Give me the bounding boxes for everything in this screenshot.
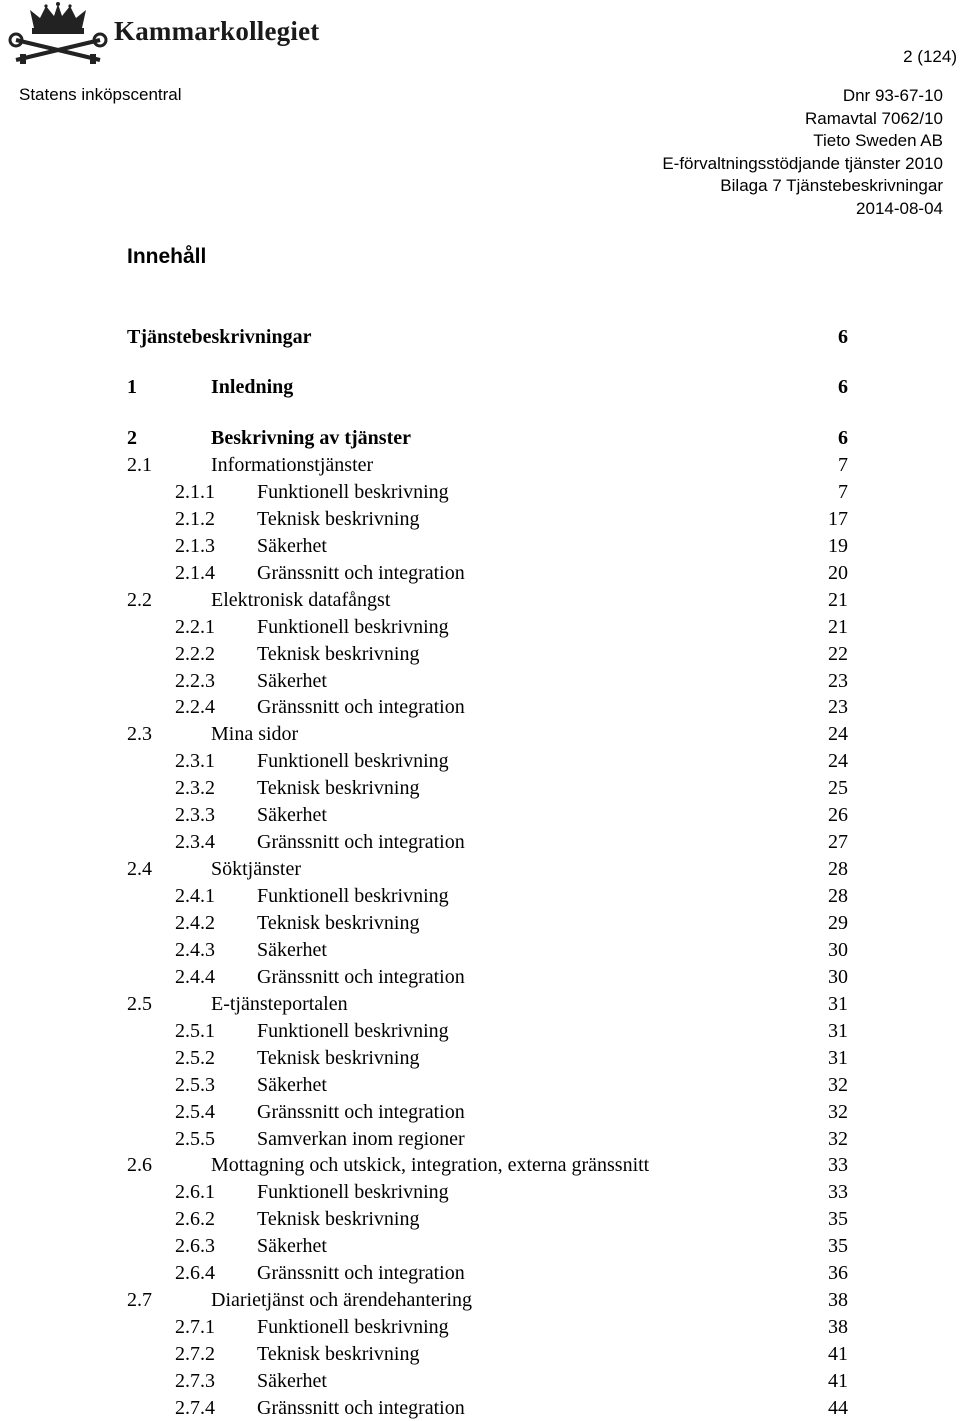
toc-entry-title: Gränssnitt och integration — [257, 1262, 465, 1285]
toc-entry[interactable] — [0, 1368, 960, 1394]
toc-entry-page: 28 — [828, 885, 848, 908]
toc-entry-page: 6 — [838, 326, 848, 348]
toc-entry-number: 2.3.2 — [175, 777, 215, 800]
toc-entry-page: 23 — [828, 669, 848, 692]
toc-entry-title: Funktionell beskrivning — [257, 1019, 449, 1042]
toc-entry-number: 2.5 — [127, 992, 152, 1015]
toc-entry-title: Samverkan inom regioner — [257, 1127, 465, 1150]
toc-entry-number: 2.4.3 — [175, 938, 215, 961]
toc-entry-number: 2.5.3 — [175, 1073, 215, 1096]
toc-entry[interactable] — [0, 425, 960, 451]
toc-entry-title: Gränssnitt och integration — [257, 561, 465, 584]
toc-entry-page: 38 — [828, 1316, 848, 1339]
toc-entry-title: Teknisk beskrivning — [257, 507, 420, 530]
toc-entry-title: Säkerhet — [257, 669, 327, 692]
toc-entry-number: 2 — [127, 427, 137, 449]
toc-entry-title: E-tjänsteportalen — [211, 992, 348, 1015]
toc-entry-number: 2.1.2 — [175, 507, 215, 530]
toc-entry[interactable] — [0, 1395, 960, 1421]
toc-entry-page: 27 — [828, 831, 848, 854]
toc-entry-page: 33 — [828, 1154, 848, 1177]
toc-entry-number: 2.2 — [127, 588, 152, 611]
toc-entry-title: Gränssnitt och integration — [257, 1100, 465, 1123]
toc-entry[interactable] — [0, 721, 960, 747]
toc-entry-title: Gränssnitt och integration — [257, 965, 465, 988]
toc-entry-page: 7 — [838, 480, 848, 503]
toc-entry-title: Teknisk beskrivning — [257, 1208, 420, 1231]
toc-entry-title: Funktionell beskrivning — [257, 1316, 449, 1339]
toc-entry-number: 2.5.5 — [175, 1127, 215, 1150]
toc-entry-title: Teknisk beskrivning — [257, 1343, 420, 1366]
meta-line: E-förvaltningsstödjande tjänster 2010 — [662, 153, 943, 173]
toc-entry-number: 2.7.2 — [175, 1343, 215, 1366]
toc-entry[interactable] — [0, 587, 960, 613]
toc-entry-number: 2.2.4 — [175, 696, 215, 719]
toc-entry-page: 6 — [838, 376, 848, 398]
toc-entry-title: Gränssnitt och integration — [257, 831, 465, 854]
toc-entry[interactable] — [0, 1260, 960, 1286]
toc-entry-number: 2.6.1 — [175, 1181, 215, 1204]
toc-entry-number: 2.4 — [127, 858, 152, 881]
toc-entry-title: Gränssnitt och integration — [257, 696, 465, 719]
toc-entry[interactable] — [0, 910, 960, 936]
toc-entry-number: 2.5.2 — [175, 1046, 215, 1069]
toc-entry-number: 2.3 — [127, 723, 152, 746]
toc-entry-number: 2.4.4 — [175, 965, 215, 988]
toc-entry[interactable] — [0, 856, 960, 882]
toc-entry-title: Teknisk beskrivning — [257, 911, 420, 934]
toc-entry[interactable] — [0, 1099, 960, 1125]
toc-entry-number: 2.6 — [127, 1154, 152, 1177]
toc-entry-number: 2.2.1 — [175, 615, 215, 638]
toc-entry-page: 22 — [828, 642, 848, 665]
toc-entry-title: Söktjänster — [211, 858, 301, 881]
organization-name: Statens inköpscentral — [19, 85, 182, 104]
toc-entry[interactable] — [0, 506, 960, 532]
toc-entry-page: 30 — [828, 938, 848, 961]
toc-entry-page: 29 — [828, 911, 848, 934]
toc-entry-page: 31 — [828, 1046, 848, 1069]
toc-entry-number: 2.1.1 — [175, 480, 215, 503]
meta-line: Tieto Sweden AB — [813, 131, 943, 151]
toc-entry-page: 21 — [828, 615, 848, 638]
toc-entry[interactable] — [0, 1341, 960, 1367]
toc-entry-page: 19 — [828, 534, 848, 557]
toc-entry[interactable] — [0, 829, 960, 855]
toc-entry-number: 2.4.1 — [175, 885, 215, 908]
toc-entry[interactable] — [0, 452, 960, 478]
toc-entry[interactable] — [0, 1206, 960, 1232]
toc-entry-number: 2.2.3 — [175, 669, 215, 692]
toc-entry[interactable] — [0, 964, 960, 990]
toc-entry-number: 2.1.4 — [175, 561, 215, 584]
toc-entry-title: Säkerhet — [257, 534, 327, 557]
toc-entry-number: 2.3.4 — [175, 831, 215, 854]
toc-entry-page: 6 — [838, 427, 848, 449]
toc-entry-title: Funktionell beskrivning — [257, 1181, 449, 1204]
toc-entry-page: 33 — [828, 1181, 848, 1204]
meta-line: Bilaga 7 Tjänstebeskrivningar — [720, 176, 943, 196]
logo-wordmark: Kammarkollegiet — [114, 16, 320, 46]
toc-entry-title: Mottagning och utskick, integration, externa gränssnitt — [211, 1154, 650, 1177]
toc-entry[interactable] — [0, 1152, 960, 1178]
toc-entry[interactable] — [0, 775, 960, 801]
toc-entry-number: 2.6.2 — [175, 1208, 215, 1231]
page-number: 2 (124) — [903, 47, 957, 66]
toc-entry[interactable] — [0, 802, 960, 828]
toc-entry-number: 1 — [127, 376, 137, 398]
toc-entry[interactable] — [0, 641, 960, 667]
toc-entry[interactable] — [0, 1287, 960, 1313]
toc-entry[interactable] — [0, 1314, 960, 1340]
toc-entry-number: 2.1.3 — [175, 534, 215, 557]
toc-entry-page: 17 — [828, 507, 848, 530]
toc-entry[interactable] — [0, 560, 960, 586]
toc-entry-page: 23 — [828, 696, 848, 719]
toc-entry-number: 2.1 — [127, 454, 152, 476]
toc-entry[interactable] — [0, 533, 960, 559]
meta-line: Ramavtal 7062/10 — [805, 108, 943, 128]
toc-entry-number: 2.3.1 — [175, 750, 215, 773]
toc-entry-title: Säkerhet — [257, 1369, 327, 1392]
toc-entry-title: Informationstjänster — [211, 454, 374, 476]
toc-entry-title: Funktionell beskrivning — [257, 615, 449, 638]
toc-entry-page: 44 — [828, 1396, 848, 1419]
toc-entry-page: 36 — [828, 1262, 848, 1285]
toc-entry-page: 24 — [828, 723, 848, 746]
toc-entry-number: 2.5.4 — [175, 1100, 215, 1123]
toc-entry-title: Beskrivning av tjänster — [211, 427, 411, 449]
toc-entry-title: Tjänstebeskrivningar — [127, 326, 312, 348]
toc-entry[interactable] — [0, 937, 960, 963]
toc-entry-page: 7 — [838, 454, 848, 476]
toc-entry-page: 41 — [828, 1369, 848, 1392]
toc-entry-page: 38 — [828, 1289, 848, 1312]
toc-entry-page: 35 — [828, 1208, 848, 1231]
toc-entry-page: 26 — [828, 804, 848, 827]
toc-entry[interactable] — [0, 1233, 960, 1259]
toc-entry-page: 30 — [828, 965, 848, 988]
toc-entry-page: 41 — [828, 1343, 848, 1366]
toc-entry-title: Mina sidor — [211, 723, 299, 746]
toc-entry[interactable] — [0, 668, 960, 694]
toc-heading: Innehåll — [127, 245, 207, 268]
toc-entry-number: 2.4.2 — [175, 911, 215, 934]
toc-entry[interactable] — [0, 748, 960, 774]
toc-entry-title: Säkerhet — [257, 1073, 327, 1096]
toc-entry[interactable] — [0, 991, 960, 1017]
toc-entry-number: 2.7.4 — [175, 1396, 215, 1419]
toc-entry-title: Funktionell beskrivning — [257, 480, 449, 503]
toc-entry-page: 35 — [828, 1235, 848, 1258]
toc-entry-number: 2.7.3 — [175, 1369, 215, 1392]
meta-line: Dnr 93-67-10 — [842, 86, 943, 105]
toc-entry-title: Diarietjänst och ärendehantering — [211, 1289, 472, 1312]
toc-entry[interactable] — [0, 479, 960, 505]
toc-entry-page: 31 — [828, 1019, 848, 1042]
toc-entry-title: Säkerhet — [257, 804, 327, 827]
toc-entry[interactable] — [0, 324, 960, 350]
toc-entry-title: Inledning — [211, 376, 294, 398]
toc-entry[interactable] — [0, 1045, 960, 1071]
toc-entry-number: 2.6.3 — [175, 1235, 215, 1258]
toc-entry-title: Säkerhet — [257, 1235, 327, 1258]
toc-entry-number: 2.7.1 — [175, 1316, 215, 1339]
toc-entry[interactable] — [0, 1018, 960, 1044]
toc-entry-number: 2.5.1 — [175, 1019, 215, 1042]
toc-entry[interactable] — [0, 883, 960, 909]
toc-entry-title: Teknisk beskrivning — [257, 777, 420, 800]
toc-entry[interactable] — [0, 694, 960, 720]
toc-entry-number: 2.3.3 — [175, 804, 215, 827]
toc-entry-title: Säkerhet — [257, 938, 327, 961]
toc-entry-title: Elektronisk datafångst — [211, 588, 391, 611]
toc-entry[interactable] — [0, 1126, 960, 1152]
toc-entry[interactable] — [0, 1072, 960, 1098]
toc-entry-number: 2.7 — [127, 1289, 152, 1312]
toc-entry[interactable] — [0, 614, 960, 640]
toc-entry-page: 32 — [828, 1073, 848, 1096]
toc-entry-page: 21 — [828, 588, 848, 611]
toc-entry[interactable] — [0, 1179, 960, 1205]
toc-entry-number: 2.6.4 — [175, 1262, 215, 1285]
toc-entry-page: 24 — [828, 750, 848, 773]
toc-entry-page: 25 — [828, 777, 848, 800]
toc-entry-title: Teknisk beskrivning — [257, 1046, 420, 1069]
toc-entry-page: 31 — [828, 992, 848, 1015]
toc-entry-page: 28 — [828, 858, 848, 881]
toc-entry-page: 32 — [828, 1100, 848, 1123]
toc-entry[interactable] — [0, 374, 960, 400]
toc-entry-title: Funktionell beskrivning — [257, 885, 449, 908]
toc-entry-title: Gränssnitt och integration — [257, 1396, 465, 1419]
meta-line: 2014-08-04 — [856, 198, 943, 218]
toc-entry-title: Teknisk beskrivning — [257, 642, 420, 665]
toc-entry-number: 2.2.2 — [175, 642, 215, 665]
toc-entry-page: 20 — [828, 561, 848, 584]
toc-entry-title: Funktionell beskrivning — [257, 750, 449, 773]
toc-entry-page: 32 — [828, 1127, 848, 1150]
